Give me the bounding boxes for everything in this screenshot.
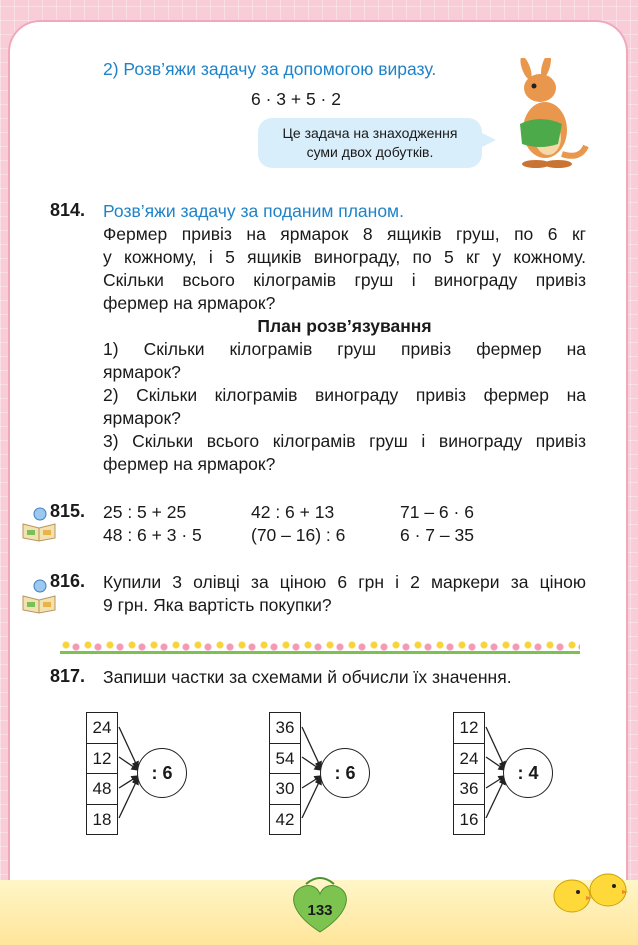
plan-line: 3) Скільки всього кілограмів груш і винограду привіз [103, 431, 586, 451]
task-816-line: Купили 3 олівці за ціною 6 грн і 2 маркери за ціною [103, 572, 586, 592]
expression-815: 48 : 6 + 3 · 5 [103, 525, 202, 545]
task-814-line: фермер на ярмарок? [103, 293, 276, 313]
bubble-line-2: суми двох добутків. [306, 144, 434, 160]
bubble-line-1: Це задача на знаходження [282, 125, 458, 141]
task-814-line: Фермер привіз на ярмарок 8 ящиків груш, по 6 кг [103, 224, 586, 244]
task-814-line: Скільки всього кілограмів груш і винограду привіз [103, 270, 586, 290]
task-815-number: 815. [50, 501, 86, 521]
scheme-numbers [269, 712, 301, 835]
flower-divider [60, 636, 580, 654]
plan-title: План розв’язування [257, 316, 432, 336]
expression-815: 25 : 5 + 25 [103, 502, 187, 522]
scheme-numbers [453, 712, 485, 835]
task-subtitle: 2) Розв’яжи задачу за допомогою виразу. [103, 59, 437, 79]
task-817-number: 817. [50, 666, 86, 686]
expression-815: 6 · 7 – 35 [400, 525, 474, 545]
scheme-cell: 16 [453, 805, 485, 836]
scheme-cell: 30 [269, 774, 301, 805]
task-816-text [103, 571, 586, 617]
task-816-line: 9 грн. Яка вартість покупки? [103, 595, 332, 615]
divisor-circle: : 6 [320, 748, 370, 798]
page-number: 133 [307, 902, 333, 919]
plan-line: ярмарок? [103, 408, 181, 428]
task-814-title: Розв’яжи задачу за поданим планом. [103, 201, 404, 221]
task-816-number: 816. [50, 571, 86, 591]
kangaroo-illustration [500, 58, 590, 173]
scheme-cell: 48 [86, 774, 118, 805]
task-814-line: у кожному, і 5 ящиків винограду, по 5 кг у кожному. [103, 247, 586, 267]
chicks-illustration [548, 862, 632, 920]
scheme-cell: 24 [453, 744, 485, 775]
scheme-cell: 18 [86, 805, 118, 836]
expression-815: (70 – 16) : 6 [251, 525, 346, 545]
plan-line: ярмарок? [103, 362, 181, 382]
plan-line: 1) Скільки кілограмів груш привіз фермер на [103, 339, 586, 359]
scheme-cell: 42 [269, 805, 301, 836]
task-814-number: 814. [50, 200, 86, 220]
speech-bubble [258, 118, 482, 168]
scheme-cell: 36 [269, 712, 301, 744]
plan-line: 2) Скільки кілограмів винограду привіз фермер на [103, 385, 586, 405]
scheme-cell: 12 [86, 744, 118, 775]
divisor-circle: : 6 [137, 748, 187, 798]
expression-815: 42 : 6 + 13 [251, 502, 335, 522]
divisor-circle: : 4 [503, 748, 553, 798]
plan-line: фермер на ярмарок? [103, 454, 276, 474]
expression: 6 · 3 + 5 · 2 [251, 89, 341, 109]
expression-815: 71 – 6 · 6 [400, 502, 474, 522]
task-814-text [103, 223, 586, 476]
scheme-cell: 12 [453, 712, 485, 744]
scheme-cell: 24 [86, 712, 118, 744]
scheme-numbers [86, 712, 118, 835]
task-817-title: Запиши частки за схемами й обчисли їх значення. [103, 667, 512, 687]
scheme-cell: 36 [453, 774, 485, 805]
scheme-cell: 54 [269, 744, 301, 775]
